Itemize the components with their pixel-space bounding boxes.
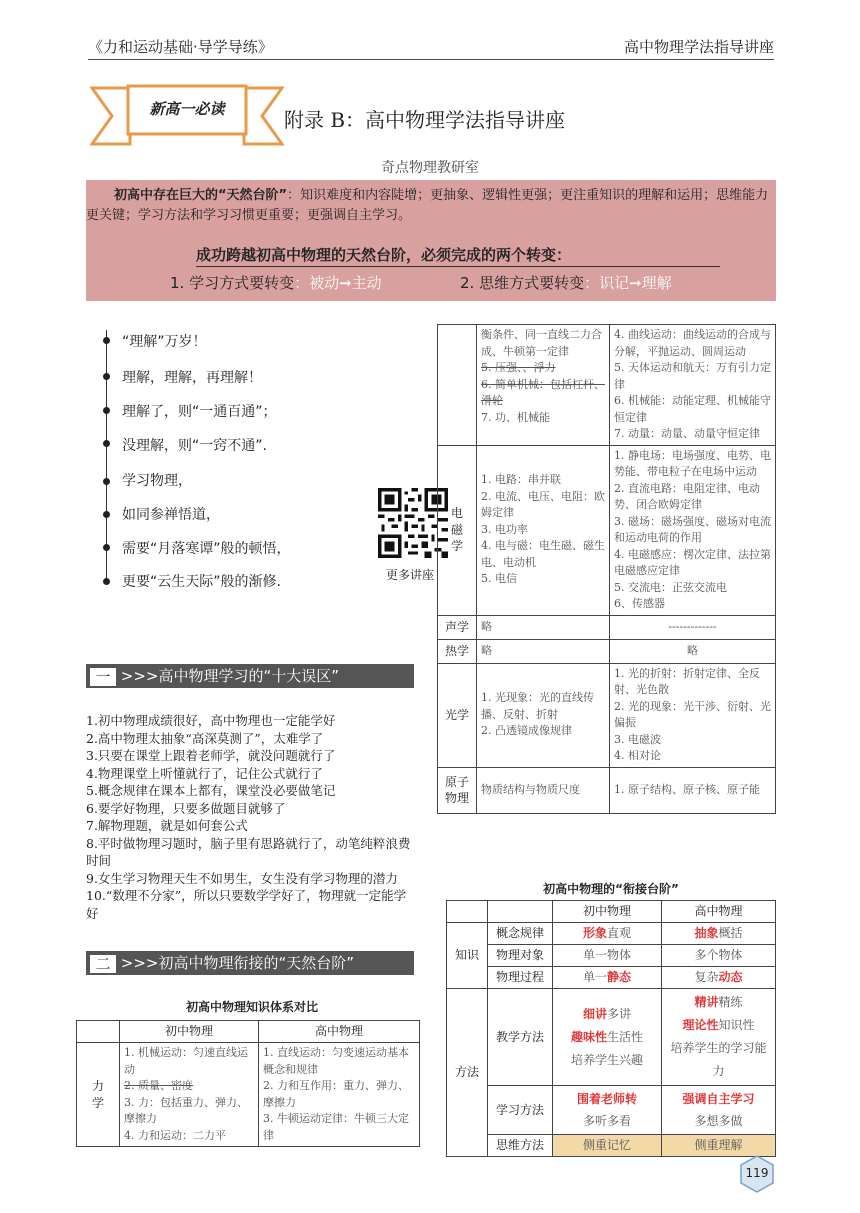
timeline-item: 理解，理解，再理解！ (122, 370, 262, 386)
timeline-item: 理解了，则“一通百通”； (122, 404, 277, 420)
page-subtitle: 奇点物理教研室 (381, 160, 479, 176)
page-title: 附录 B：高中物理学法指导讲座 (284, 108, 566, 132)
sound-senior: ------------- (610, 615, 776, 639)
intro-paragraph (86, 186, 776, 226)
em-senior-cell (610, 445, 776, 615)
optics-junior-cell (477, 663, 610, 767)
header-book-title: 《力和运动基础·导学导练》 (88, 38, 273, 56)
knowledge-label: 知识 (447, 923, 488, 989)
thinking-senior: 侧重理解 (662, 1135, 776, 1157)
mech-senior-item: 5. 天体运动和航天：万有引力定律 (614, 361, 771, 391)
table3-header-junior: 初中物理 (553, 901, 662, 923)
table1-header-senior: 高中物理 (259, 1021, 420, 1043)
timeline-item: 更要“云生天际”般的渐修. (122, 574, 281, 590)
mech-senior-item: 4. 曲线运动：曲线运动的合成与分解，平抛运动、圆周运动 (614, 328, 771, 358)
process-junior: 单一静态 (553, 967, 662, 989)
atom-label: 原子物理 (438, 767, 477, 813)
transition-table (446, 900, 776, 1157)
timeline-dot (103, 440, 110, 447)
row-label-learning: 学习方法 (488, 1086, 553, 1135)
sound-junior: 略 (477, 615, 610, 639)
myth-item: 4.物理课堂上听懂就行了，记住公式就行了 (86, 765, 323, 781)
myth-item: 3.只要在课堂上跟着老师学，就没问题就行了 (86, 748, 336, 763)
method-label: 方法 (447, 989, 488, 1157)
object-senior: 多个物体 (662, 945, 776, 967)
qr-caption: 更多讲座 (386, 568, 435, 582)
optics-senior-item: 1. 光的折射：折射定律、全反射、光色散 (614, 666, 760, 696)
optics-junior-item: 1. 光现象：光的直线传播、反射、折射 (481, 691, 594, 721)
heat-junior: 略 (477, 639, 610, 663)
optics-senior-item: 3. 电磁波 (614, 732, 661, 746)
mech-senior-item: 2. 力和互作用：重力、弹力、摩擦力 (263, 1079, 409, 1109)
page-number: 119 (745, 1166, 769, 1180)
mech-junior-item: 7. 功、机械能 (481, 410, 550, 424)
teaching-junior: 细讲多讲 趣味性生活性 培养学生兴趣 (553, 989, 662, 1086)
timeline-item: 需要“月落寒谭”般的顿悟， (122, 541, 291, 557)
concept-senior: 抽象概括 (662, 923, 776, 945)
section-two-header (86, 951, 414, 975)
mech-junior-item: 1. 机械运动：匀速直线运动 (124, 1046, 248, 1076)
optics-label: 光学 (438, 663, 477, 767)
header-lecture-title: 高中物理学法指导讲座 (623, 38, 774, 56)
myth-item: 2.高中物理太抽象“高深莫测了”，太难学了 (86, 730, 324, 746)
mech-junior-item: 6. 简单机械：包括杠杆、滑轮 (481, 377, 605, 407)
new-student-badge (90, 84, 284, 152)
em-junior-cell (477, 445, 610, 615)
table1-caption: 初高中物理知识体系对比 (185, 1000, 318, 1014)
atom-senior: 1. 原子结构、原子核、原子能 (610, 767, 776, 813)
timeline-item: 如同参禅悟道， (122, 507, 220, 523)
timeline-dot (103, 337, 110, 344)
heat-label: 热学 (438, 639, 477, 663)
conversion-title: 成功跨越初高中物理的天然台阶，必须完成的两个转变： (196, 246, 572, 264)
mech-junior-item: 3. 力：包括重力、弹力、摩擦力 (124, 1095, 248, 1125)
object-junior: 单一物体 (553, 945, 662, 967)
timeline-dot (103, 373, 110, 380)
shift-thinking-value: ：识记➞理解 (584, 274, 672, 292)
thinking-junior: 侧重记忆 (553, 1135, 662, 1157)
badge-text: 新高一必读 (149, 100, 225, 118)
em-junior-item: 4. 电与磁：电生磁、磁生电、电动机 (481, 539, 605, 569)
em-junior-item: 5. 电信 (481, 572, 517, 586)
section-one-title: >>>高中物理学习的“十大误区” (120, 667, 340, 685)
mech-junior-item: 衡条件、同一直线二力合成、牛顿第一定律 (481, 328, 602, 358)
heat-senior: 略 (610, 639, 776, 663)
process-senior: 复杂动态 (662, 967, 776, 989)
row-label-object: 物理对象 (488, 945, 553, 967)
timeline-dot (103, 478, 110, 485)
em-junior-item: 2. 电流、电压、电阻：欧姆定律 (481, 489, 605, 520)
concept-junior: 形象直观 (553, 923, 662, 945)
shift-learning-label: 1. 学习方式要转变 (170, 274, 295, 292)
timeline-item: 没理解，则“一窍不通”. (122, 438, 267, 454)
timeline-dot (103, 544, 110, 551)
mech-label: 力学 (77, 1043, 120, 1147)
em-senior-item: 4. 电磁感应：楞次定律、法拉第电磁感应定律 (614, 547, 771, 577)
mech-junior-item: 4. 力和运动：二力平 (124, 1128, 226, 1142)
knowledge-table-part1 (76, 1020, 420, 1147)
table3-header-senior: 高中物理 (662, 901, 776, 923)
intro-emph: 初高中存在巨大的“天然台阶” (114, 188, 288, 203)
em-senior-item: 6、传感器 (614, 597, 665, 610)
timeline-item: “理解”万岁！ (122, 334, 207, 350)
intro-body: ：知识难度和内容陡增；更抽象、逻辑性更强；更注重知识的理解和运用；思维能力更关键；学习方法和学习习惯更重要；更强调自主学习。 (86, 188, 769, 223)
mech-senior-cell (259, 1043, 420, 1147)
section-two-number: 二 (90, 955, 116, 973)
em-junior-item: 1. 电路：串并联 (481, 473, 561, 487)
myth-item: 10.“数理不分家”，所以只要数学学好了，物理就一定能学好 (86, 888, 407, 921)
learning-junior: 围着老师转 多听多看 (553, 1086, 662, 1135)
em-junior-item: 3. 电功率 (481, 522, 528, 536)
mech-junior-item: 2. 质量、密度 (124, 1079, 193, 1092)
atom-junior: 物质结构与物质尺度 (477, 767, 610, 813)
myth-list (86, 712, 418, 922)
mech-junior-cont (477, 325, 610, 446)
section-two-title: >>>初高中物理衔接的“天然台阶” (120, 954, 355, 972)
shift-thinking-label: 2. 思维方式要转变 (460, 274, 585, 292)
mech-senior-item: 3. 牛顿运动定律：牛顿三大定律 (263, 1112, 409, 1142)
myth-item: 9.女生学习物理天生不如男生，女生没有学习物理的潜力 (86, 870, 398, 886)
mech-junior-item: 5. 压强、、浮力 (481, 361, 556, 374)
timeline-dot (103, 511, 110, 518)
shift-thinking (460, 272, 672, 293)
em-senior-item: 1. 静电场：电场强度、电势、电势能、带电粒子在电场中运动 (614, 448, 771, 478)
shift-learning-value: ：被动➞主动 (294, 274, 382, 292)
table3-caption: 初高中物理的“衔接台阶” (543, 882, 679, 896)
row-label-concept: 概念规律 (488, 923, 553, 945)
mech-senior-item: 7. 动量：动量、动量守恒定律 (614, 427, 760, 440)
em-label: 电磁学 (438, 445, 477, 615)
em-senior-item: 2. 直流电路：电阻定律、电动势、闭合欧姆定律 (614, 481, 760, 511)
timeline-dot (103, 407, 110, 414)
learning-senior: 强调自主学习 多想多做 (662, 1086, 776, 1135)
timeline-line (106, 330, 107, 580)
sound-label: 声学 (438, 615, 477, 639)
timeline-dot (103, 578, 110, 585)
mech-senior-item: 1. 直线运动：匀变速运动基本概念和规律 (263, 1046, 409, 1076)
mech-senior-cont (610, 325, 776, 446)
section-one-header (86, 664, 414, 688)
row-label-process: 物理过程 (488, 967, 553, 989)
myth-item: 1.初中物理成绩很好，高中物理也一定能学好 (86, 713, 336, 728)
em-senior-item: 5. 交流电：正弦交流电 (614, 580, 727, 594)
section-one-number: 一 (90, 668, 116, 686)
mech-junior-cell (120, 1043, 259, 1147)
mech-senior-item: 6. 机械能：动能定理、机械能守恒定律 (614, 394, 771, 424)
optics-senior-item: 4. 相对论 (614, 749, 661, 762)
optics-junior-item: 2. 凸透镜成像规律 (481, 724, 572, 738)
row-label-thinking: 思维方法 (488, 1135, 553, 1157)
myth-item: 5.概念规律在课本上都有，课堂没必要做笔记 (86, 783, 336, 798)
myth-item: 8.平时做物理习题时，脑子里有思路就行了，动笔纯粹浪费时间 (86, 835, 411, 868)
shift-learning (170, 272, 382, 293)
knowledge-table-part2 (437, 324, 776, 814)
row-label-teaching: 教学方法 (488, 989, 553, 1086)
myth-item: 6.要学好物理，只要多做题目就够了 (86, 800, 286, 816)
teaching-senior: 精讲精练 理论性知识性 培养学生的学习能力 (662, 989, 776, 1086)
header-divider (88, 59, 774, 60)
conversion-underline (196, 266, 720, 267)
em-senior-item: 3. 磁场：磁场强度、磁场对电流和运动电荷的作用 (614, 514, 771, 544)
optics-senior-cell (610, 663, 776, 767)
table1-header-junior: 初中物理 (120, 1021, 259, 1043)
optics-senior-item: 2. 光的现象：光干涉、衍射、光偏振 (614, 699, 771, 729)
timeline-item: 学习物理， (122, 473, 192, 489)
myth-item: 7.解物理题，就是如何套公式 (86, 818, 248, 833)
